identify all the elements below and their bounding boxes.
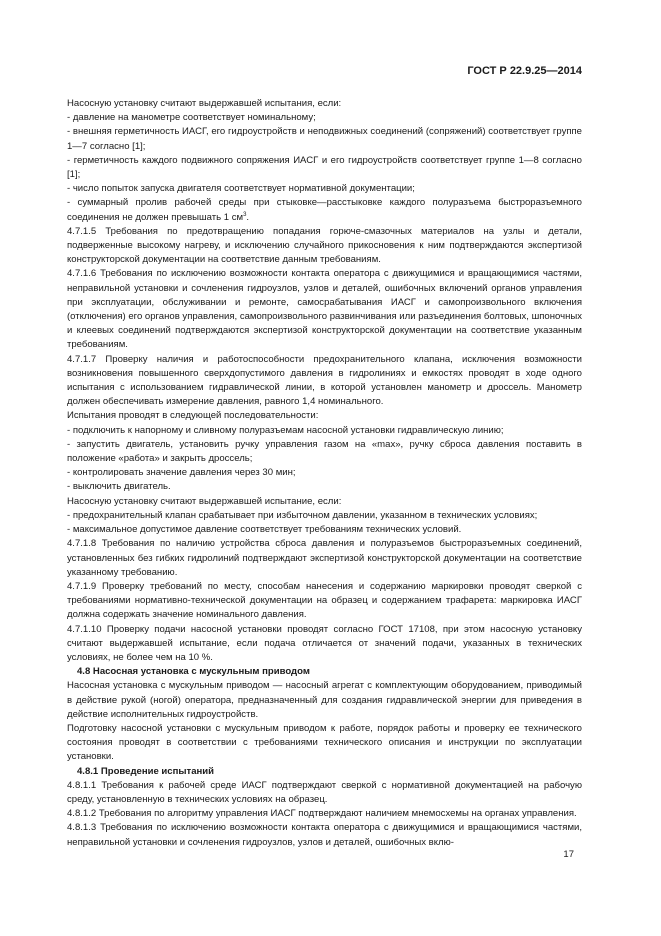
paragraph: Подготовку насосной установки с мускульным приводом к работе, порядок работы и проверку ее технического состояния проводят в соответствии с требованиями технического описания и инструкции по эксплуатации установки. <box>67 722 582 763</box>
list-item: - контролировать значение давления через 30 мин; <box>67 467 296 479</box>
document-header: ГОСТ Р 22.9.25—2014 <box>467 65 582 77</box>
paragraph: 4.7.1.8 Требования по наличию устройства сброса давления и полуразъемов быстроразъемных соединений, установленных без гибких гидролиний подтверждают экспертизой конструкторской документации на соответствие указанному требованию. <box>67 538 582 578</box>
paragraph: Насосную установку считают выдержавшей испытание, если: <box>67 495 342 507</box>
paragraph: 4.7.1.5 Требования по предотвращению попадания горюче-смазочных материалов на узлы и детали, подверженные высокому нагреву, и исключению случайного прикосновения к ним подтверждаются экспертизой конструкторской документации на соответствие данным требованиям. <box>67 225 582 266</box>
paragraph: 4.8.1.2 Требования по алгоритму управления ИАСГ подтверждают наличием мнемосхемы на органах управления. <box>67 808 577 820</box>
list-item: - внешняя герметичность ИАСГ, его гидроустройств и неподвижных соединений (сопряжений) соответствует группе 1—7 согласно [1]; <box>67 126 582 152</box>
paragraph: Насосную установку считают выдержавшей испытания, если: <box>67 98 342 109</box>
list-item: - подключить к напорному и сливному полуразъемам насосной установки гидравлическую линию; <box>67 424 504 436</box>
page-number: 17 <box>563 849 574 860</box>
list-item <box>67 196 582 224</box>
list-item: - выключить двигатель. <box>67 481 171 493</box>
paragraph: Испытания проводят в следующей последовательности: <box>67 410 319 422</box>
list-item: - давление на манометре соответствует номинальному; <box>67 112 316 124</box>
list-item: - запустить двигатель, установить ручку управления газом на «max», ручку сброса давления поставить в положение «работа» и закрыть дроссель; <box>67 438 582 465</box>
document-body <box>67 97 582 850</box>
paragraph: Насосная установка с мускульным приводом — насосный агрегат с комплектующим оборудованием, приводимый в действие рукой (ногой) оператора, предназначенный для создания гидравлической энергии для приведения в действие исполнительных гидроустройств. <box>67 680 582 720</box>
section-heading: 4.8 Насосная установка с мускульным приводом <box>77 666 310 678</box>
paragraph: 4.7.1.7 Проверку наличия и работоспособности предохранительного клапана, исключения возможности возникновения повышенного сверхдопустимого давления в гидролиниях и емкостях проводят в ходе одного испытания с использованием гидравлической линии, в которой установлен манометр и дроссель. Манометр должен обеспечивать измерение давления, равного 1,4 номинального. <box>67 353 582 408</box>
list-item: - максимальное допустимое давление соответствует требованиям технических условий. <box>67 524 462 536</box>
subsection-heading: 4.8.1 Проведение испытаний <box>77 765 215 777</box>
list-item: - герметичность каждого подвижного сопряжения ИАСГ и его гидроустройств соответствует группе 1—8 согласно [1]; <box>67 154 582 181</box>
superscript: 3 <box>243 211 247 218</box>
paragraph: 4.7.1.9 Проверку требований по месту, способам нанесения и содержанию маркировки проводят сверкой с требованиями нормативно-технической документации на образец и содержанием трафарета: маркировка ИАСГ должна содержать значение номинального давления. <box>67 580 582 621</box>
list-item: - предохранительный клапан срабатывает при избыточном давлении, указанном в технических условиях; <box>67 509 538 521</box>
paragraph: 4.8.1.1 Требования к рабочей среде ИАСГ подтверждают сверкой с нормативной документацией на рабочую среду, установленную в технических условиях на образец. <box>67 779 582 805</box>
paragraph: 4.8.1.3 Требования по исключению возможности контакта оператора с движущимися и вращающимися частями, неправильной установки и сочленения гидроузлов, узлов и деталей, ошибочных вклю- <box>67 822 582 848</box>
paragraph: 4.7.1.6 Требования по исключению возможности контакта оператора с движущимися и вращающимися частями, неправильной установки и сочленения гидроузлов, узлов и деталей, ошибочных включений органов управления при эксплуатации, обслуживании и ремонте, самосрабатывания ИАСГ и самопроизвольного включения (отключения) его органов управления, самопроизвольного развинчивания или разъединения болтовых, шпоночных и клеевых соединений подтверждаются экспертизой конструкторской документации на соответствие указанным требованиям. <box>67 268 582 351</box>
list-item-text: - суммарный пролив рабочей среды при стыковке—расстыковке каждого полуразъема быстроразъемного соединения не должен превышать 1 см <box>67 197 582 223</box>
list-item: - число попыток запуска двигателя соответствует нормативной документации; <box>67 183 415 195</box>
paragraph: 4.7.1.10 Проверку подачи насосной установки проводят согласно ГОСТ 17108, при этом насосную установку считают выдержавшей испытание, если подача отличается от значений подачи, указанных в технических условиях, не более чем на 10 %. <box>67 623 582 663</box>
period: . <box>246 211 250 223</box>
